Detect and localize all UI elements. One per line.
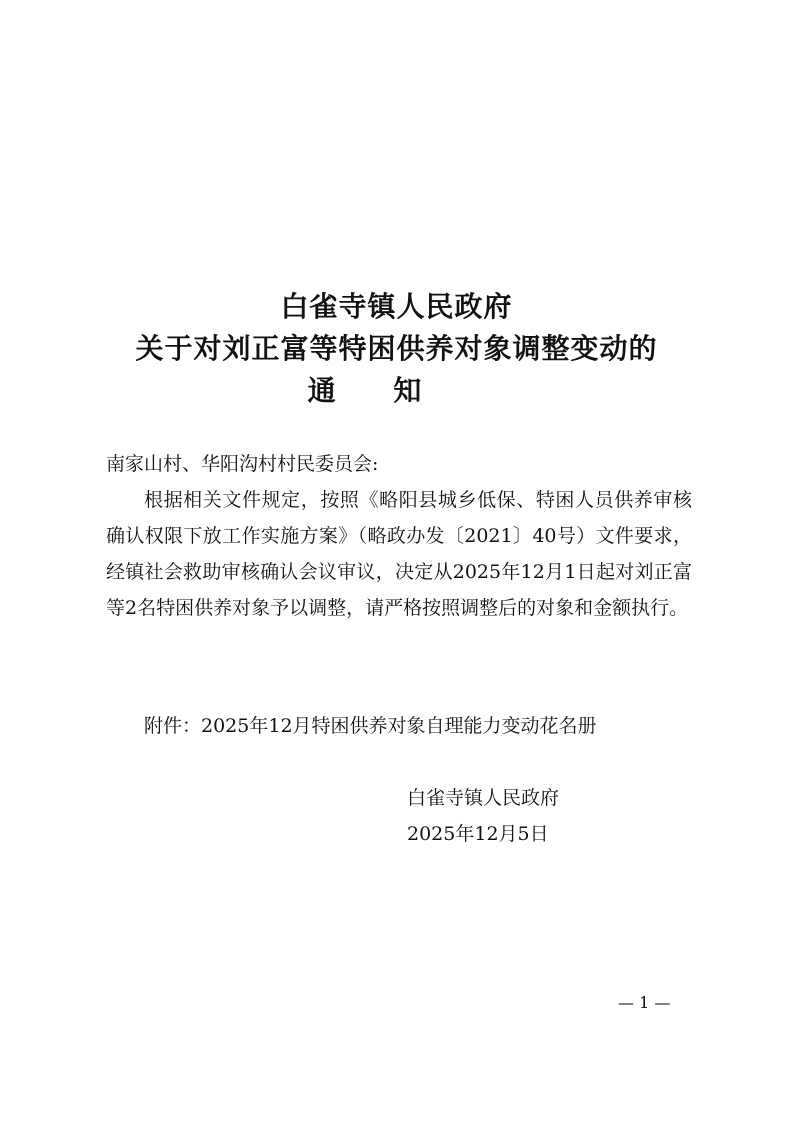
title-line-1: 白雀寺镇人民政府 <box>280 290 513 323</box>
body-paragraph: 根据相关文件规定，按照《略阳县城乡低保、特困人员供养审核确认权限下放工作实施方案》（略政办发〔2021〕40号）文件要求，经镇社会救助审核确认会议审议，决定从2025年12月1日起对刘正富等2名特困供养对象予以调整，请严格按照调整后的对象和金额执行。 <box>106 489 692 619</box>
title-line-3: 通 知 <box>307 374 446 407</box>
attachment-line: 附件：2025年12月特困供养对象自理能力变动花名册 <box>144 715 597 737</box>
document-title <box>100 286 693 412</box>
document-body <box>106 446 692 626</box>
page-number: — 1 — <box>618 993 671 1012</box>
salutation: 南家山村、华阳沟村村民委员会: <box>106 453 379 475</box>
signature-date: 2025年12月5日 <box>407 823 549 845</box>
signature-block <box>407 780 559 852</box>
title-line-2: 关于对刘正富等特困供养对象调整变动的 <box>135 332 658 365</box>
signature-organization: 白雀寺镇人民政府 <box>407 787 560 809</box>
